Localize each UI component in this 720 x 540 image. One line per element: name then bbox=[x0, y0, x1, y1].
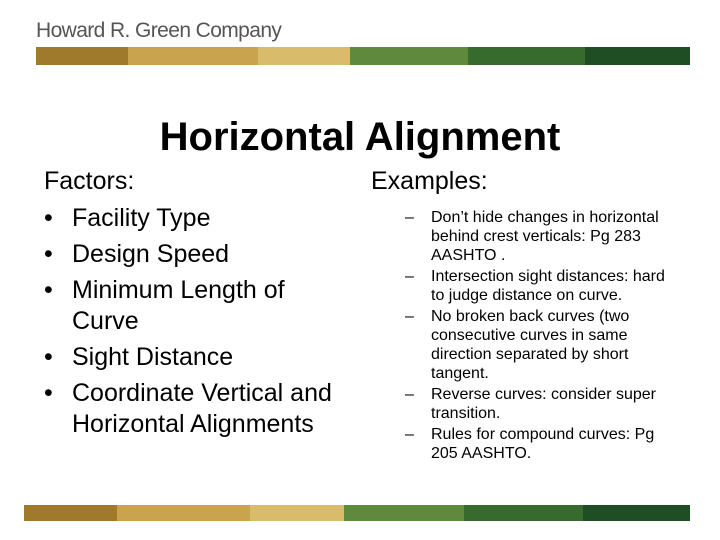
example-text: Intersection sight distances: hard to judge distance on curve. bbox=[431, 268, 665, 304]
factor-text: Sight Distance bbox=[72, 343, 234, 371]
band-segment bbox=[344, 505, 464, 521]
bullet-icon: • bbox=[44, 240, 53, 268]
list-item bbox=[44, 342, 344, 373]
band-segment bbox=[250, 505, 343, 521]
top-color-band bbox=[36, 47, 690, 65]
band-segment bbox=[583, 505, 690, 521]
list-item bbox=[371, 385, 671, 423]
factors-heading: Factors: bbox=[44, 167, 135, 195]
band-segment bbox=[585, 47, 690, 65]
list-item bbox=[371, 307, 671, 383]
list-item bbox=[44, 378, 344, 440]
factor-text: Facility Type bbox=[72, 204, 211, 232]
factors-list bbox=[44, 203, 344, 440]
band-segment bbox=[117, 505, 250, 521]
dash-icon: – bbox=[405, 308, 414, 325]
band-segment bbox=[128, 47, 259, 65]
band-segment bbox=[258, 47, 350, 65]
slide-title: Horizontal Alignment bbox=[159, 114, 561, 159]
example-text: Reverse curves: consider super transition. bbox=[431, 386, 656, 422]
list-item bbox=[44, 239, 344, 270]
examples-column bbox=[371, 166, 671, 465]
dash-icon: – bbox=[405, 426, 414, 443]
list-item bbox=[371, 208, 671, 265]
band-segment bbox=[350, 47, 468, 65]
company-logo: Howard R. Green Company bbox=[36, 19, 282, 42]
bullet-icon: • bbox=[44, 343, 53, 371]
list-item bbox=[371, 425, 671, 463]
bottom-color-band bbox=[24, 505, 690, 521]
dash-icon: – bbox=[405, 268, 414, 285]
dash-icon: – bbox=[405, 209, 414, 226]
factors-column bbox=[44, 166, 344, 445]
dash-icon: – bbox=[405, 386, 414, 403]
bullet-icon: • bbox=[44, 204, 53, 232]
examples-heading: Examples: bbox=[371, 167, 488, 195]
list-item bbox=[44, 275, 344, 337]
example-text: Don’t hide changes in horizontal behind crest verticals: Pg 283 AASHTO . bbox=[431, 209, 659, 264]
band-segment bbox=[464, 505, 584, 521]
band-segment bbox=[36, 47, 128, 65]
factor-text: Coordinate Vertical and Horizontal Alignments bbox=[72, 379, 332, 438]
bullet-icon: • bbox=[44, 379, 53, 407]
band-segment bbox=[24, 505, 117, 521]
examples-list bbox=[371, 208, 671, 463]
list-item bbox=[44, 203, 344, 234]
example-text: Rules for compound curves: Pg 205 AASHTO. bbox=[431, 426, 655, 462]
factor-text: Design Speed bbox=[72, 240, 230, 268]
factor-text: Minimum Length of Curve bbox=[72, 276, 285, 335]
example-text: No broken back curves (two consecutive curves in same direction separated by short tangent. bbox=[431, 308, 630, 382]
list-item bbox=[371, 267, 671, 305]
bullet-icon: • bbox=[44, 276, 53, 304]
band-segment bbox=[468, 47, 586, 65]
